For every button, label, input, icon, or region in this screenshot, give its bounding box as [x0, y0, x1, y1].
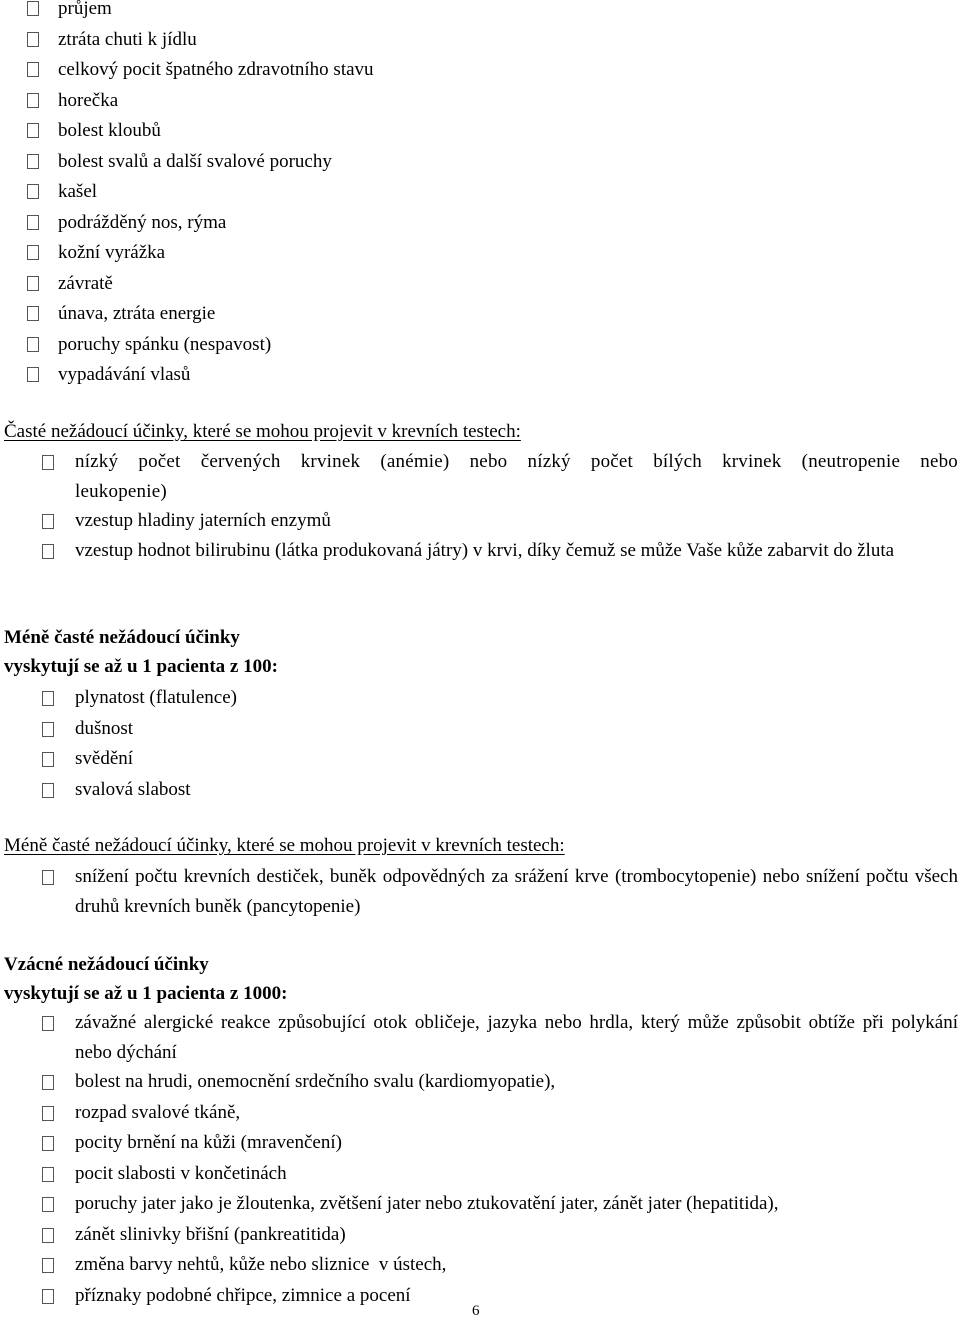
list-item: poruchy spánku (nespavost) [0, 336, 960, 367]
list-item: únava, ztráta energie [0, 305, 960, 336]
bullet-box-icon [27, 184, 39, 199]
section-heading-uncommon: Méně časté nežádoucí účinky [4, 627, 240, 648]
list-item: dušnost [0, 714, 960, 745]
bullet-box-icon [27, 62, 39, 77]
bullet-box-icon [27, 32, 39, 47]
bullet-box-icon [42, 1258, 54, 1273]
list-item: kašel [0, 183, 960, 214]
list-item: plynatost (flatulence) [0, 683, 960, 714]
uncommon-list [0, 683, 960, 805]
list-item: závratě [0, 275, 960, 306]
rare-list [0, 1008, 960, 1311]
blood-uncommon-list [0, 862, 960, 921]
bullet-box-icon [42, 1167, 54, 1182]
bullet-box-icon [42, 1197, 54, 1212]
blood-common-list [0, 447, 960, 506]
bullet-box-icon [42, 870, 54, 885]
bullet-box-icon [27, 367, 39, 382]
list-item: změna barvy nehtů, kůže nebo sliznice v ústech, [0, 1250, 960, 1281]
list-item: průjem [0, 0, 960, 31]
list-item: kožní vyrážka [0, 244, 960, 275]
list-item: celkový pocit špatného zdravotního stavu [0, 61, 960, 92]
bullet-box-icon [42, 783, 54, 798]
bullet-box-icon [27, 93, 39, 108]
bullet-box-icon [42, 1016, 54, 1031]
list-item: poruchy jater jako je žloutenka, zvětšení jater nebo ztukovatění jater, zánět jater (hepatitida), [0, 1189, 960, 1220]
list-item: vypadávání vlasů [0, 366, 960, 397]
list-item: pocit slabosti v končetinách [0, 1159, 960, 1190]
page-number: 6 [472, 1303, 480, 1319]
list-item: bolest svalů a další svalové poruchy [0, 153, 960, 184]
list-item: vzestup hodnot bilirubinu (látka produkovaná játry) v krvi, díky čemuž se může Vaše kůže zabarvit do žluta [0, 536, 960, 566]
section-heading-blood-uncommon: Méně časté nežádoucí účinky, které se mohou projevit v krevních testech: [4, 835, 565, 856]
list-item: horečka [0, 92, 960, 123]
list-item: bolest kloubů [0, 122, 960, 153]
list-item: rozpad svalové tkáně, [0, 1098, 960, 1129]
list-item: zánět slinivky břišní (pankreatitida) [0, 1220, 960, 1251]
section-heading-rare: Vzácné nežádoucí účinky [4, 954, 209, 975]
bullet-box-icon [42, 544, 54, 559]
section-subheading-rare: vyskytují se až u 1 pacienta z 1000: [4, 983, 288, 1004]
list-item: svalová slabost [0, 775, 960, 806]
list-item: příznaky podobné chřipce, zimnice a pocení [0, 1281, 960, 1312]
list-item: bolest na hrudi, onemocnění srdečního svalu (kardiomyopatie), [0, 1067, 960, 1098]
bullet-box-icon [42, 1136, 54, 1151]
bullet-box-icon [42, 752, 54, 767]
bullet-box-icon [27, 1, 39, 16]
section-subheading-uncommon: vyskytují se až u 1 pacienta z 100: [4, 656, 278, 677]
bullet-box-icon [42, 1228, 54, 1243]
list-item: podrážděný nos, rýma [0, 214, 960, 245]
side-effects-list-top [0, 0, 960, 397]
list-item: závažné alergické reakce způsobující otok obličeje, jazyka nebo hrdla, který může způsobit obtíže při polykání nebo dýchání [0, 1008, 960, 1067]
list-item: pocity brnění na kůži (mravenčení) [0, 1128, 960, 1159]
bullet-box-icon [27, 245, 39, 260]
bullet-box-icon [42, 722, 54, 737]
bullet-box-icon [27, 215, 39, 230]
list-item: svědění [0, 744, 960, 775]
list-item: snížení počtu krevních destiček, buněk odpovědných za srážení krve (trombocytopenie) nebo snížení počtu všech druhů krevních buněk (pancytopenie) [0, 862, 960, 921]
list-item: nízký počet červených krvinek (anémie) nebo nízký počet bílých krvinek (neutropenie nebo leukopenie) [0, 447, 960, 506]
bullet-box-icon [42, 691, 54, 706]
list-item: vzestup hladiny jaterních enzymů [0, 506, 960, 536]
bullet-box-icon [42, 1106, 54, 1121]
bullet-box-icon [42, 1289, 54, 1304]
bullet-box-icon [27, 306, 39, 321]
bullet-box-icon [27, 276, 39, 291]
section-heading-blood-common: Časté nežádoucí účinky, které se mohou projevit v krevních testech: [4, 421, 521, 442]
list-item: ztráta chuti k jídlu [0, 31, 960, 62]
blood-common-list-cont [0, 506, 960, 565]
bullet-box-icon [27, 337, 39, 352]
bullet-box-icon [27, 123, 39, 138]
bullet-box-icon [27, 154, 39, 169]
bullet-box-icon [42, 1075, 54, 1090]
bullet-box-icon [42, 514, 54, 529]
bullet-box-icon [42, 455, 54, 470]
